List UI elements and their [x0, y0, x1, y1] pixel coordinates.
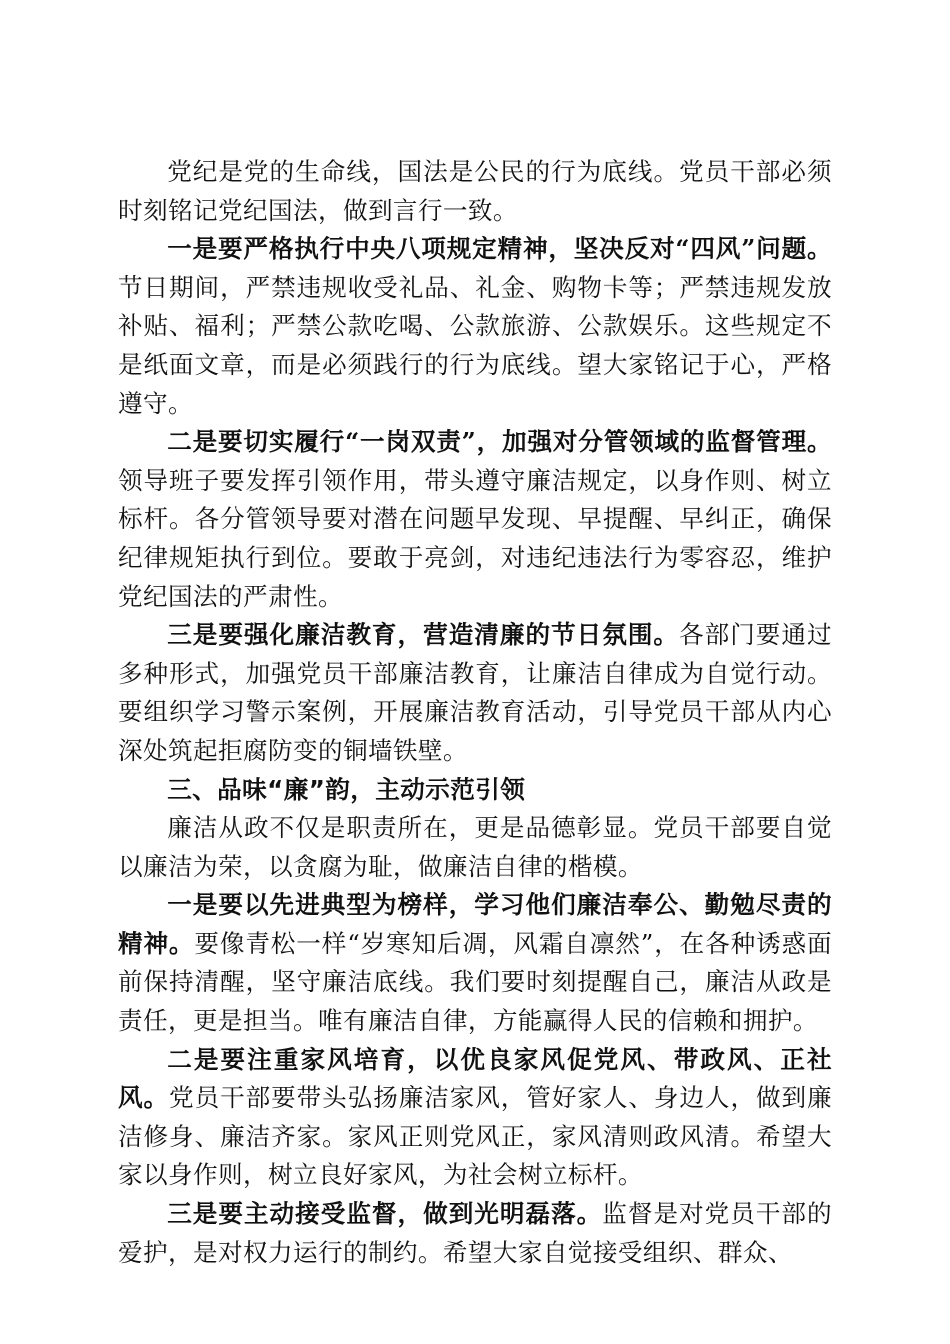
paragraph-lead: 二是要注重家风培育，以优良家风促党风、带政风、正社风。	[118, 1044, 832, 1113]
paragraph-text: 党纪是党的生命线，国法是公民的行为底线。党员干部必须时刻铭记党纪国法，做到言行一致。	[118, 157, 832, 225]
paragraph-point-two	[118, 423, 832, 616]
paragraph-text: 节日期间，严禁违规收受礼品、礼金、购物卡等；严禁违规发放补贴、福利；严禁公款吃喝、公款旅游、公款娱乐。这些规定不是纸面文章，而是必须践行的行为底线。望大家铭记于心，严格遵守。	[118, 272, 832, 418]
paragraph-lead: 三是要主动接受监督，做到光明磊落。	[167, 1199, 603, 1229]
paragraph-section-point-three	[118, 1195, 832, 1272]
paragraph-text: 廉洁从政不仅是职责所在，更是品德彰显。党员干部要自觉以廉洁为荣，以贪腐为耻，做廉洁自律的楷模。	[118, 813, 832, 881]
paragraph-lead: 一是要严格执行中央八项规定精神，坚决反对“四风”问题。	[167, 234, 832, 264]
paragraph-point-one	[118, 230, 832, 423]
paragraph-section-point-two	[118, 1041, 832, 1195]
paragraph-text: 各部门要通过多种形式，加强党员干部廉洁教育，让廉洁自律成为自觉行动。要组织学习警示案例，开展廉洁教育活动，引导党员干部从内心深处筑起拒腐防变的铜墙铁壁。	[118, 620, 832, 765]
paragraph-lead: 一是要以先进典型为榜样，学习他们廉洁奉公、勤勉尽责的精神。	[118, 890, 832, 958]
paragraph-lead: 三是要强化廉洁教育，营造清廉的节日氛围。	[167, 620, 680, 650]
paragraph-text: 监督是对党员干部的爱护，是对权力运行的制约。希望大家自觉接受组织、群众、	[118, 1199, 832, 1267]
paragraph-point-three	[118, 616, 832, 770]
document-body	[118, 153, 832, 1272]
paragraph-section-intro	[118, 809, 832, 886]
paragraph-lead: 二是要切实履行“一岗双责”，加强对分管领域的监督管理。	[167, 427, 832, 457]
paragraph-text: 领导班子要发挥引领作用，带头遵守廉洁规定，以身作则、树立标杆。各分管领导要对潜在问题早发现、早提醒、早纠正，确保纪律规矩执行到位。要敢于亮剑，对违纪违法行为零容忍，维护党纪国法的严肃性。	[118, 465, 832, 611]
paragraph-text: 党员干部要带头弘扬廉洁家风，管好家人、身边人，做到廉洁修身、廉洁齐家。家风正则党风正，家风清则政风清。希望大家以身作则，树立良好家风，为社会树立标杆。	[118, 1083, 832, 1190]
paragraph-section-point-one	[118, 886, 832, 1040]
paragraph-text: 要像青松一样“岁寒知后凋，风霜自凛然”，在各种诱惑面前保持清醒，坚守廉洁底线。我们要时刻提醒自己，廉洁从政是责任，更是担当。唯有廉洁自律，方能赢得人民的信赖和拥护。	[118, 928, 832, 1036]
paragraph-intro	[118, 153, 832, 230]
section-heading: 三、品味“廉”韵，主动示范引领	[167, 774, 526, 804]
